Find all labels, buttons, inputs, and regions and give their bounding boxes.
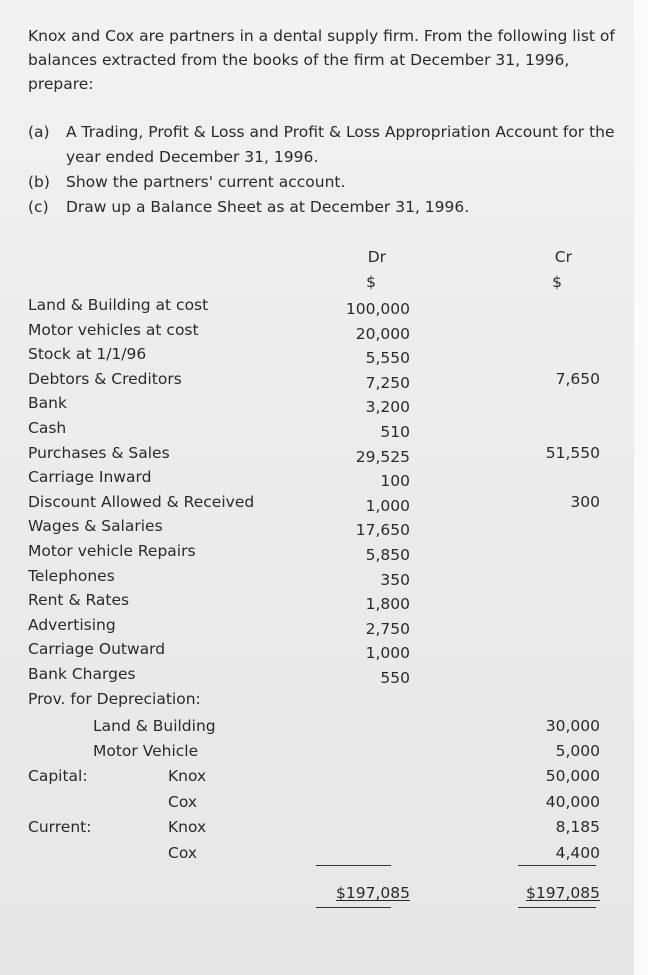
dr-header: Dr <box>367 248 386 266</box>
row-label: Debtors & Creditors <box>28 370 182 388</box>
task-text: Draw up a Balance Sheet as at December 31, 1996. <box>66 198 470 216</box>
partner-name: Knox <box>168 818 207 836</box>
row-label: Telephones <box>28 567 115 585</box>
dr-amount: 3,200 <box>365 398 410 416</box>
cr-subtotal-rule <box>518 865 596 866</box>
row-label: Bank <box>28 394 67 412</box>
row-label: Discount Allowed & Received <box>28 493 255 511</box>
cr-amount: 50,000 <box>545 767 600 785</box>
row-label: Carriage Inward <box>28 468 152 486</box>
task-label: (c) <box>28 198 49 216</box>
task-label: (b) <box>28 173 50 191</box>
task-text: Show the partners' current account. <box>66 173 346 191</box>
dr-subtotal-rule <box>316 865 391 866</box>
dr-amount: 550 <box>380 669 410 687</box>
dr-amount: 100 <box>380 472 410 490</box>
cr-amount: 8,185 <box>555 818 600 836</box>
task-item <box>28 195 628 220</box>
cr-unit: $ <box>552 273 562 291</box>
row-label: Motor vehicles at cost <box>28 321 199 339</box>
partner-name: Cox <box>168 844 198 862</box>
row-label: Carriage Outward <box>28 640 166 658</box>
row-label: Cash <box>28 419 67 437</box>
row-label: Bank Charges <box>28 665 136 683</box>
cr-amount: 51,550 <box>545 444 600 462</box>
row-label: Stock at 1/1/96 <box>28 345 147 363</box>
cr-amount: 5,000 <box>555 742 600 760</box>
dr-amount: 350 <box>380 571 410 589</box>
cr-amount: 40,000 <box>545 793 600 811</box>
dr-amount: 5,850 <box>365 546 410 564</box>
row-label: Motor vehicle Repairs <box>28 542 196 560</box>
task-item <box>28 120 628 170</box>
capital-label: Capital: <box>28 767 88 785</box>
dr-amount: 510 <box>380 423 410 441</box>
cr-amount: 7,650 <box>555 370 600 388</box>
cr-total-double-rule <box>518 907 596 908</box>
dr-amount: 7,250 <box>365 374 410 392</box>
row-label: Wages & Salaries <box>28 517 163 535</box>
intro-text: Knox and Cox are partners in a dental supply firm. From the following list of balances extracted from the books of the firm at December 31, 1996, prepare: <box>28 27 615 93</box>
cr-total: $197,085 <box>526 884 600 902</box>
row-label: Land & Building <box>93 717 216 735</box>
dr-amount: 1,000 <box>365 644 410 662</box>
task-text: A Trading, Profit & Loss and Profit & Loss Appropriation Account for the year ended December 31, 1996. <box>66 123 615 166</box>
partner-name: Cox <box>168 793 198 811</box>
current-label: Current: <box>28 818 92 836</box>
task-list <box>28 120 628 220</box>
page-edge <box>634 0 648 975</box>
dr-amount: 2,750 <box>365 620 410 638</box>
dr-amount: 1,800 <box>365 595 410 613</box>
partner-name: Knox <box>168 767 207 785</box>
dr-total-double-rule <box>316 907 391 908</box>
task-label: (a) <box>28 123 50 141</box>
dr-amount: 17,650 <box>355 521 410 539</box>
dr-amount: 29,525 <box>355 448 410 466</box>
row-label: Rent & Rates <box>28 591 130 609</box>
cr-amount: 30,000 <box>545 717 600 735</box>
dr-total: $197,085 <box>336 884 410 902</box>
row-label: Motor Vehicle <box>93 742 199 760</box>
cr-amount: 300 <box>570 493 600 511</box>
dr-amount: 1,000 <box>365 497 410 515</box>
dr-amount: 5,550 <box>365 349 410 367</box>
row-label: Purchases & Sales <box>28 444 170 462</box>
dr-amount: 100,000 <box>345 300 410 318</box>
row-label: Land & Building at cost <box>28 296 209 314</box>
cr-header: Cr <box>554 248 572 266</box>
dr-unit: $ <box>366 273 376 291</box>
dr-amount: 20,000 <box>355 325 410 343</box>
cr-amount: 4,400 <box>555 844 600 862</box>
task-item <box>28 170 628 195</box>
depreciation-heading: Prov. for Depreciation: <box>28 690 201 708</box>
row-label: Advertising <box>28 616 116 634</box>
